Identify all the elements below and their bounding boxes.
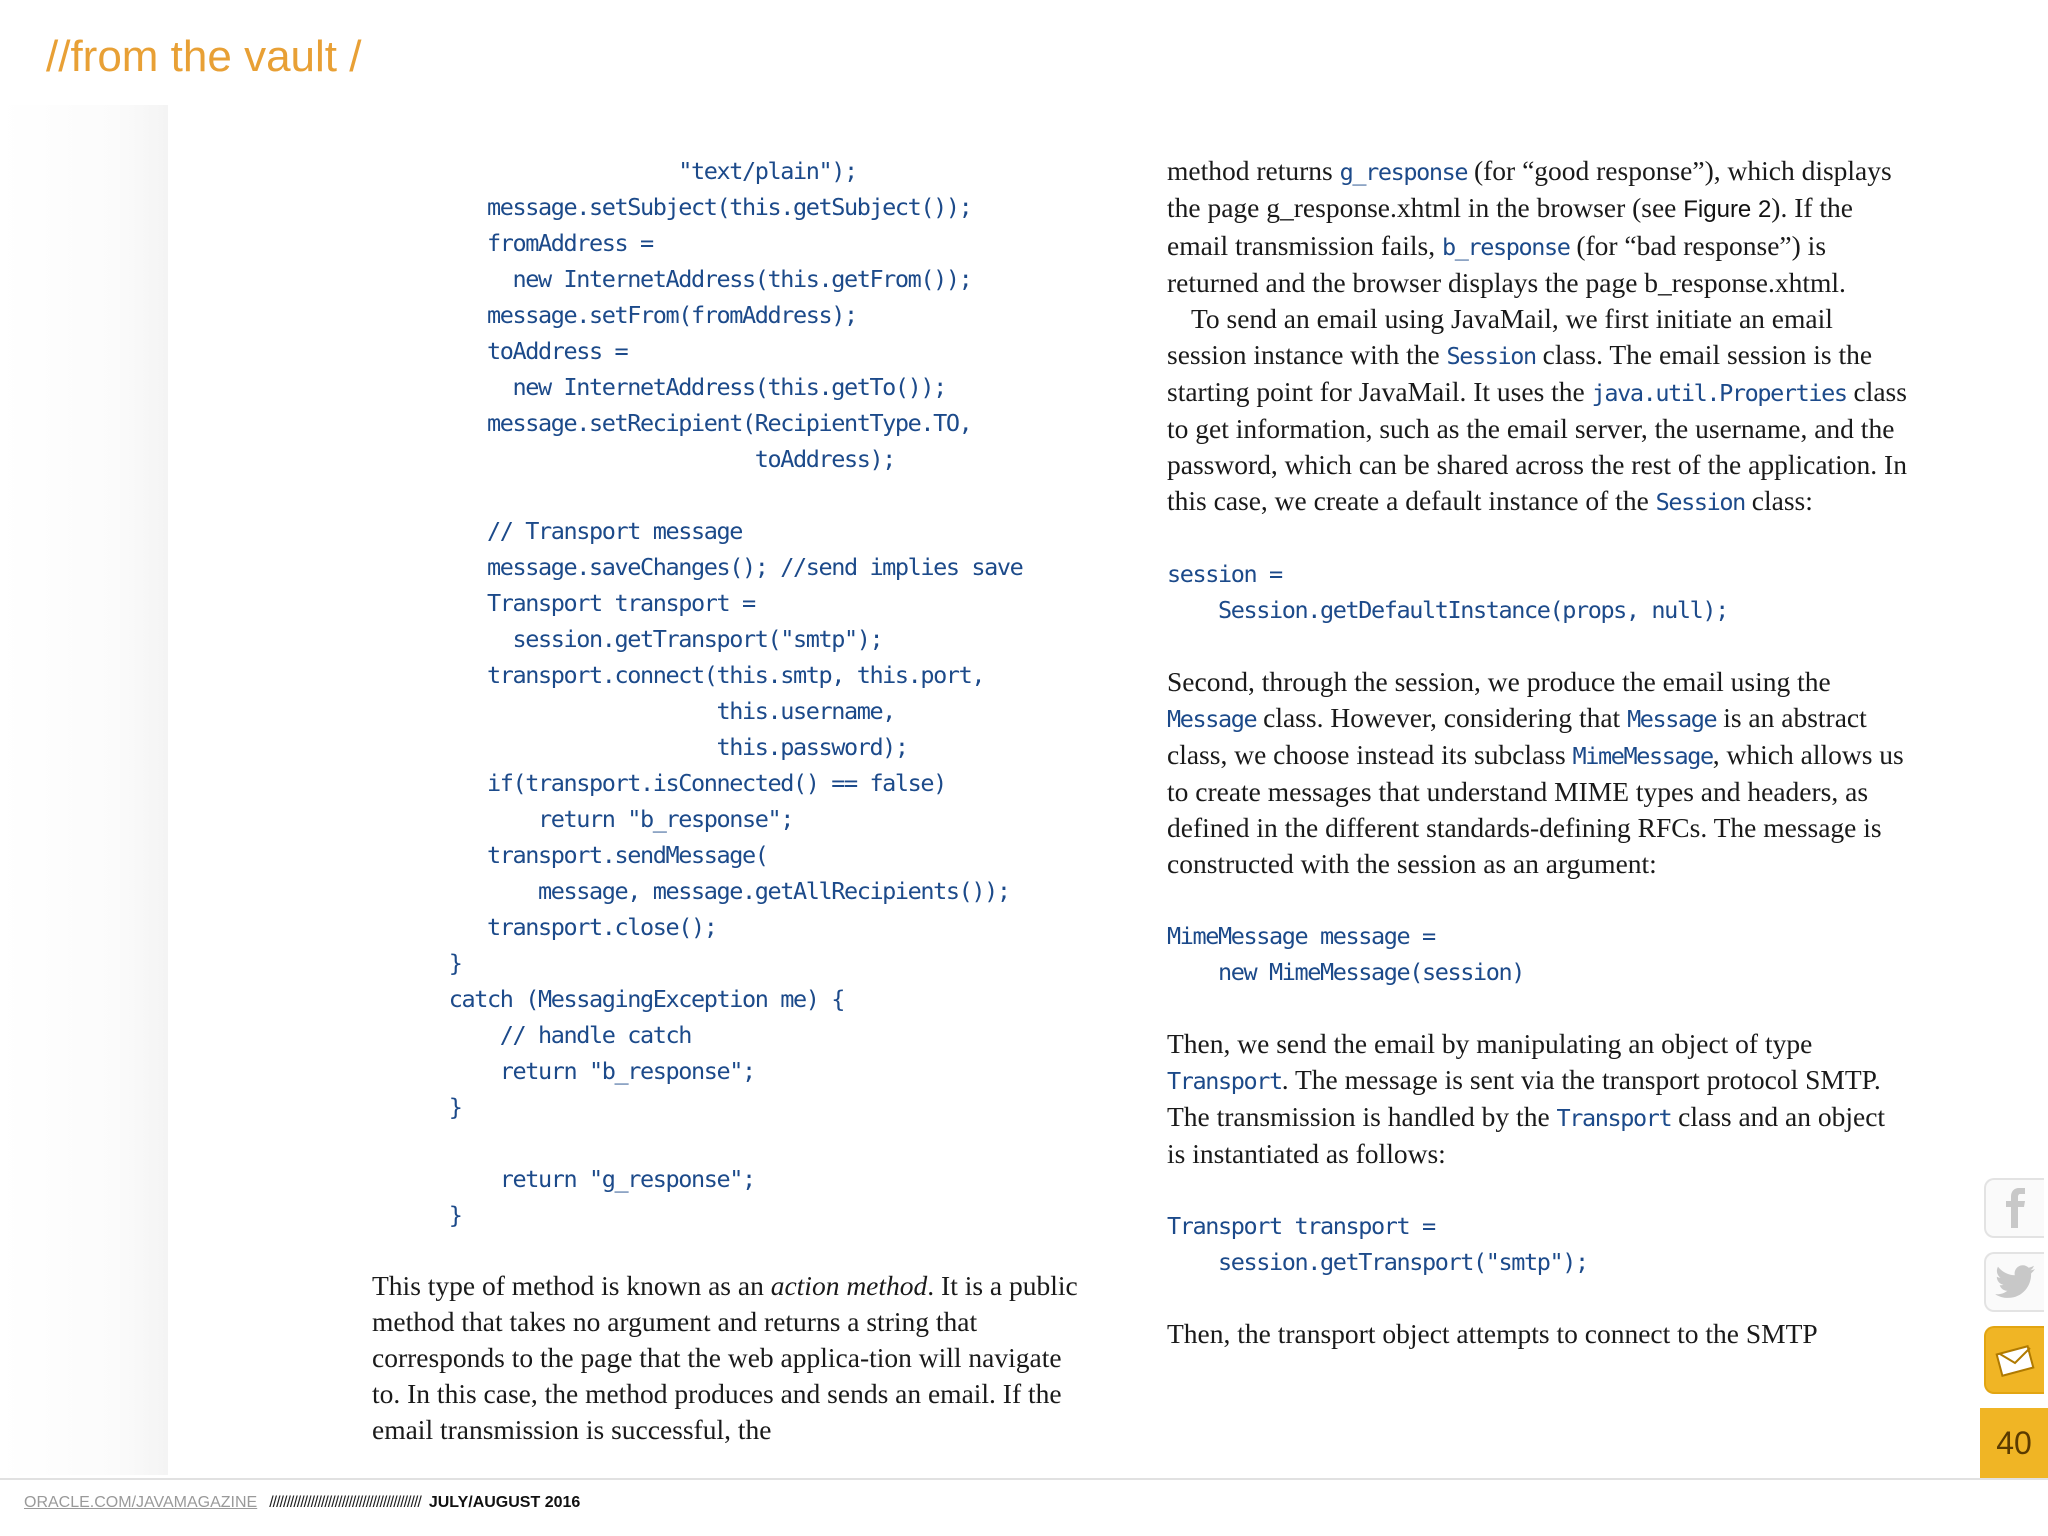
- inline-code: MimeMessage: [1572, 742, 1713, 770]
- footer-site-link[interactable]: ORACLE.COM/JAVAMAGAZINE: [24, 1494, 258, 1511]
- inline-code: g_response: [1339, 158, 1468, 186]
- footer: [24, 1494, 580, 1512]
- figure-2-link[interactable]: Figure 2: [1683, 196, 1772, 223]
- right-column: [1167, 153, 1907, 1352]
- page-number: 40: [1980, 1408, 2048, 1478]
- paragraph-transport: Then, we send the email by manipulating an object of type Transport. The message is sent via the transport protocol SMTP. The transmission is handled by the Transport class and an object is instantiated as follows:: [1167, 1028, 1886, 1169]
- inline-code: Session: [1446, 342, 1536, 370]
- inline-code: Message: [1167, 705, 1257, 733]
- inline-code: Session: [1655, 488, 1745, 516]
- paragraph-connect: Then, the transport object attempts to connect to the SMTP: [1167, 1318, 1818, 1349]
- inline-code: Transport: [1556, 1104, 1672, 1132]
- footer-divider: [0, 1478, 2048, 1480]
- paragraph-response: method returns g_response (for “good response”), which displays the page g_response.xhtml in the browser (see Figure 2). If the email transmission fails, b_response (for “bad response”) is returned and the browser displays the page b_response.xhtml.: [1167, 155, 1892, 298]
- facebook-icon: [2000, 1188, 2030, 1228]
- paragraph-session: To send an email using JavaMail, we first initiate an email session instance with the Session class. The email session is the starting point for JavaMail. It uses the java.util.Properties class to get information, such as the email server, the username, and the password, which can be shared across the rest of the application. In this case, we create a default instance of the Session class:: [1167, 303, 1907, 516]
- twitter-icon: [1995, 1265, 2035, 1299]
- code-session: session = Session.getDefaultInstance(props, null);: [1167, 560, 1728, 624]
- section-label: //from the vault /: [46, 32, 362, 81]
- email-icon: [1995, 1340, 2035, 1380]
- code-mimemessage: MimeMessage message = new MimeMessage(session): [1167, 922, 1524, 986]
- paragraph-message: Second, through the session, we produce the email using the Message class. However, considering that Message is an abstract class, we choose instead its subclass MimeMessage, which allows us to create messages that understand MIME types and headers, as defined in the different standards-defining RFCs. The message is constructed with the session as an argument:: [1167, 666, 1904, 879]
- share-twitter-button[interactable]: [1984, 1252, 2044, 1312]
- code-transport: Transport transport = session.getTransport("smtp");: [1167, 1212, 1588, 1276]
- inline-code: Transport: [1167, 1067, 1282, 1095]
- footer-slashes: ////////////////////////////////////////////: [269, 1494, 421, 1511]
- code-listing-email-send: "text/plain"); message.setSubject(this.getSubject()); fromAddress = new InternetAddress(this.getFrom()); message.setFrom(fromAddress); toAddress = new InternetAddress(this.getTo()); message.setRecipient(RecipientType.TO, toAddress); // Transport message message.saveChanges(); //send implies save Transport transport = session.getTransport("smtp"); transport.connect(this.smtp, this.port, this.username, this.password); if(transport.isConnected() == false) return "b_response"; transport.sendMessage( message, message.getAllRecipients()); transport.close(); } catch (MessagingException me) { // handle catch return "b_response"; } return "g_response"; }: [448, 157, 1023, 1229]
- footer-issue-date: JULY/AUGUST 2016: [428, 1494, 581, 1511]
- inline-code: java.util.Properties: [1591, 379, 1847, 407]
- share-facebook-button[interactable]: [1984, 1178, 2044, 1238]
- inline-code: b_response: [1441, 233, 1570, 261]
- inline-code: Message: [1627, 705, 1717, 733]
- page-shading: [0, 105, 168, 1475]
- left-column-paragraph: This type of method is known as an action method. It is a public method that takes no argument and returns a string that corresponds to the page that the web applica-tion will navigate to. In this case, the method produces and sends an email. If the email transmission is successful, the: [372, 1270, 1078, 1445]
- action-method-term: action method: [770, 1270, 928, 1301]
- share-email-button[interactable]: [1984, 1326, 2044, 1394]
